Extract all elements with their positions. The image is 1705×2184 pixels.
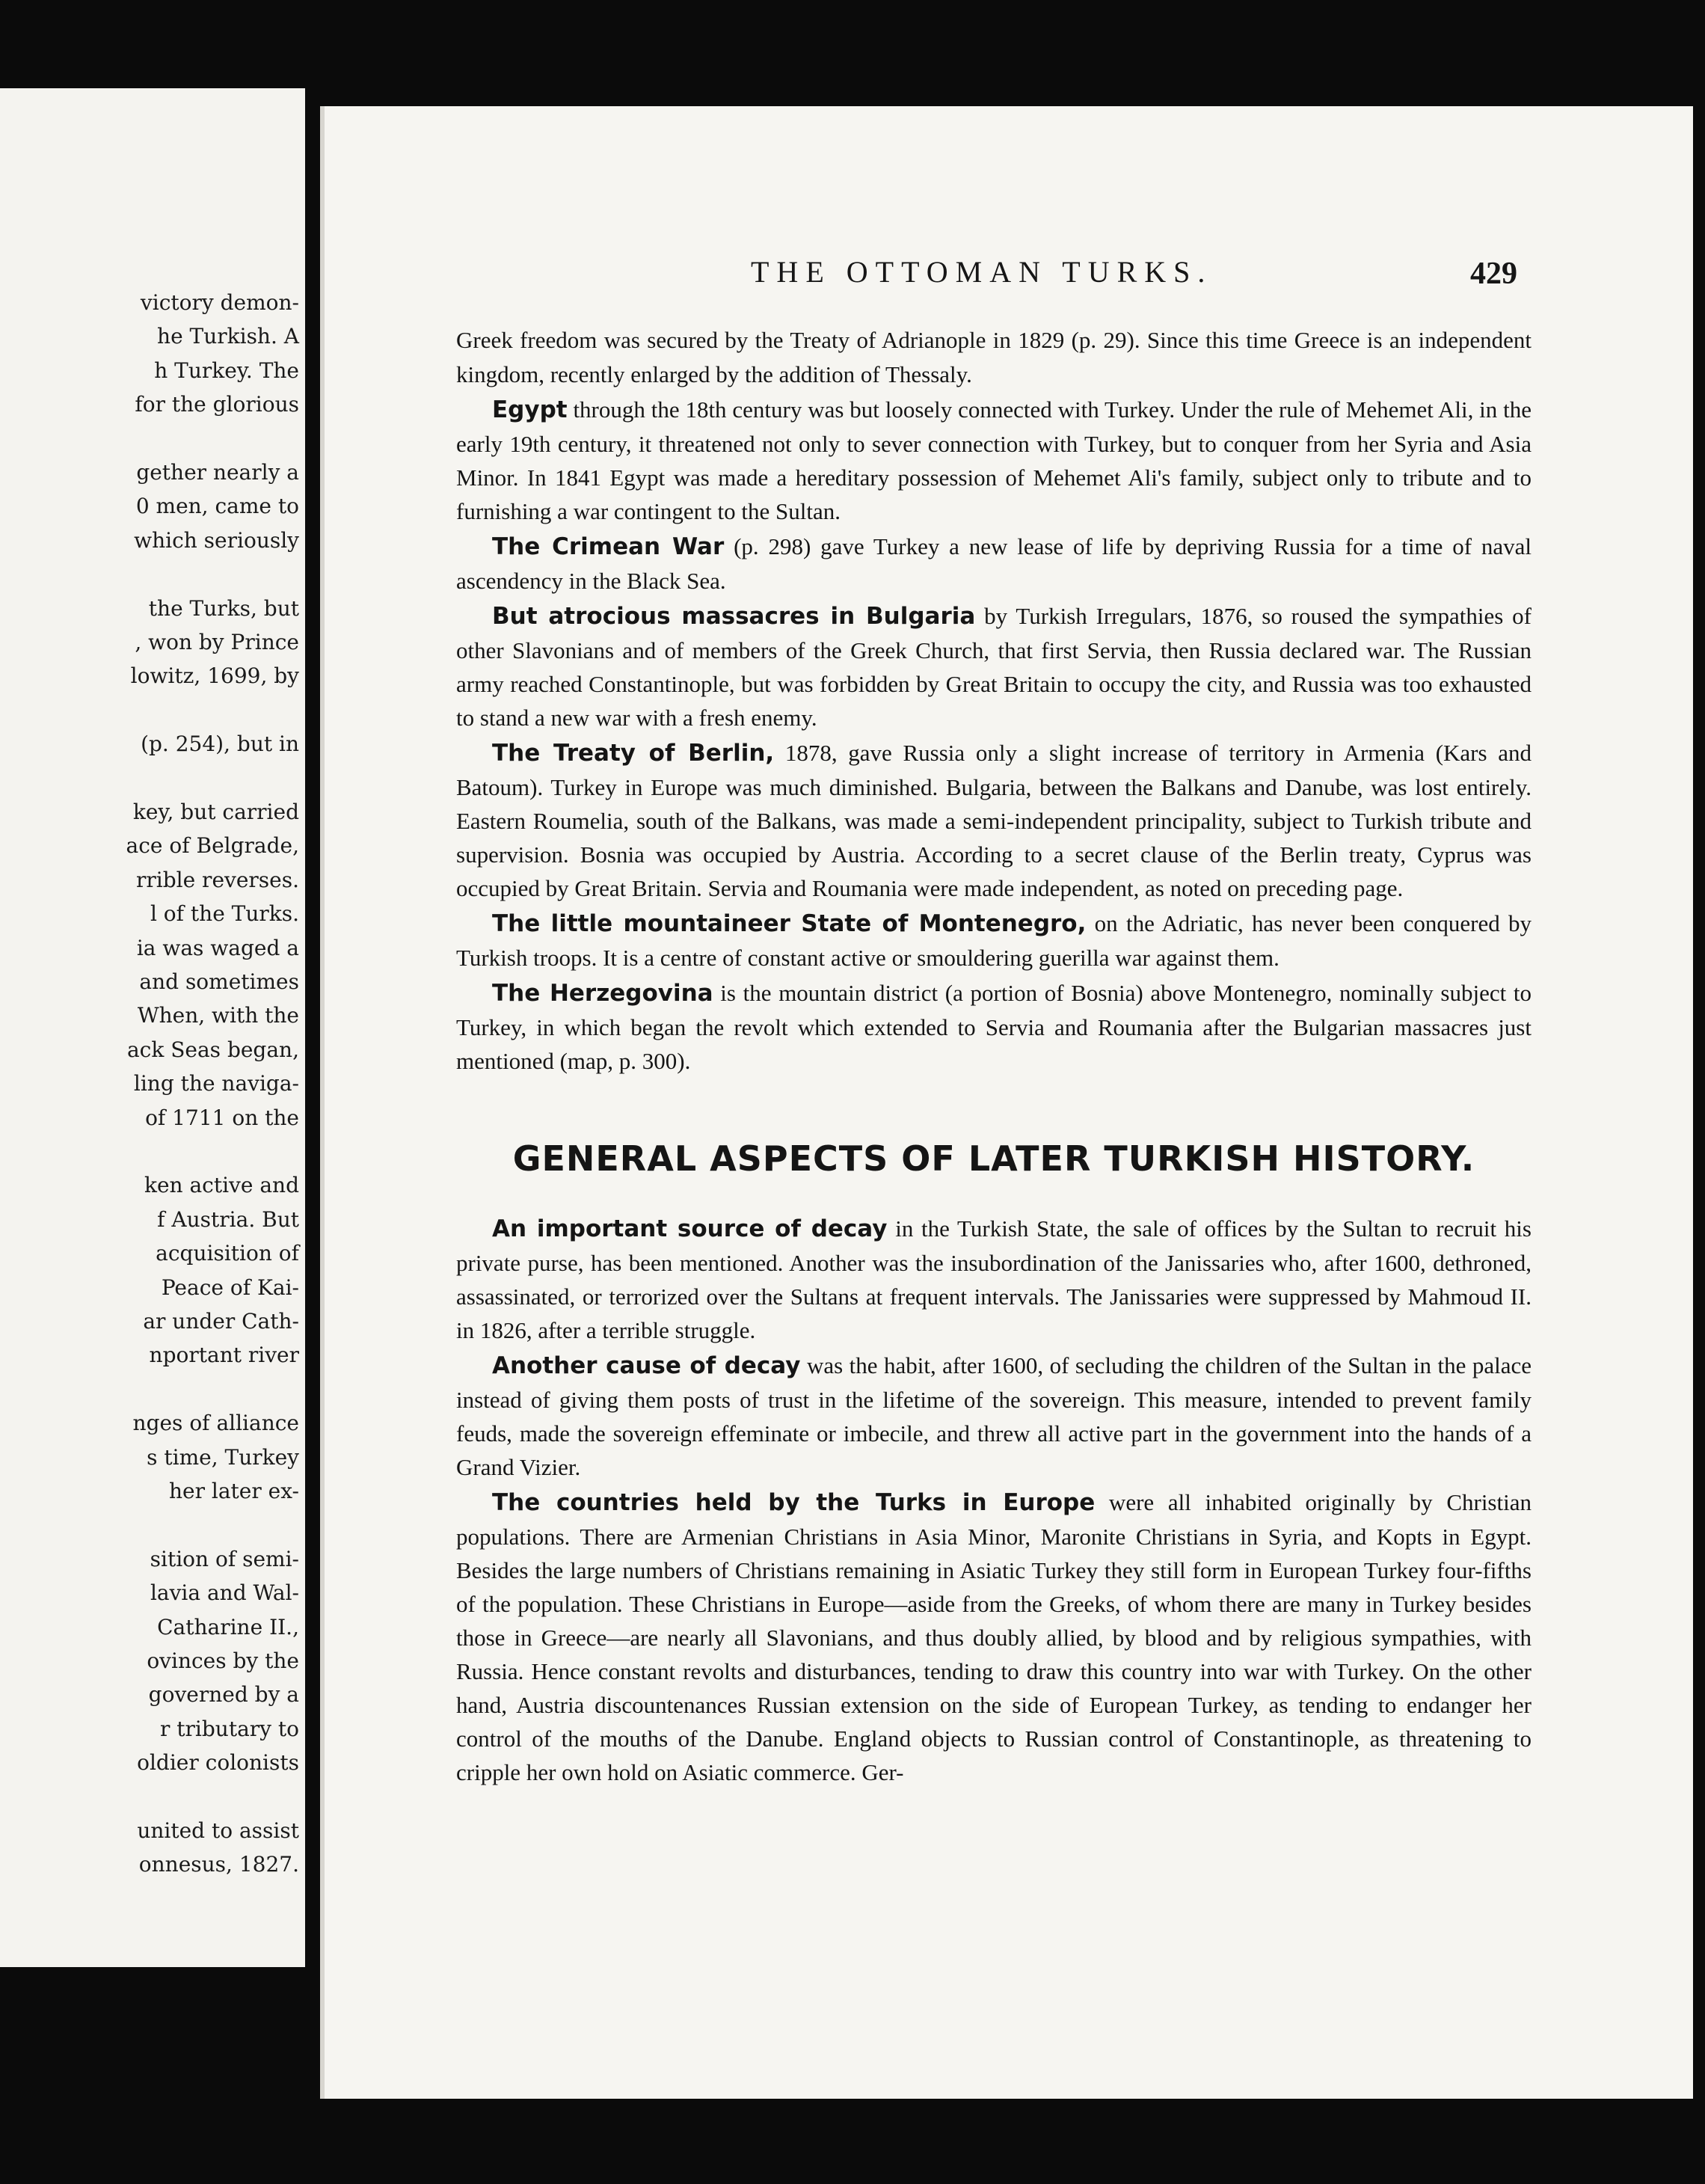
left-page-line: Peace of Kai- xyxy=(161,1274,299,1300)
left-page-line: ia was waged a xyxy=(136,935,299,960)
left-page-line: the Turks, but xyxy=(148,595,299,621)
paragraph-text: were all inhabited originally by Christian populations. There are Armenian Christians in Asia Minor, Maronite Christians in Syria, and Kopts in Egypt. Besides the large numbers of Christians remaining in Asiatic Turkey they still form in European Turkey four-fifths of the population. These Christians in Europe—aside from the Greeks, of whom there are many in Turkey besides those in Greece—are nearly all Slavonians, and thus doubly allied, by blood and by religious sympathies, with Russia. Hence constant revolts and disturbances, tending to draw this country into war with Turkey. On the other hand, Austria discountenances Russian extension on the side of European Turkey, as tending to endanger her control of the mouths of the Danube. England objects to Russian control of Constantinople, as threatening to cripple her own hold on Asiatic commerce. Ger- xyxy=(456,1489,1532,1785)
paragraph-text: by Turkish Irregulars, 1876, so roused the sympathies of other Slavonians and of members of the Greek Church, that first Servia, then Russia declared war. The Russian army reached Constantinople, but was forbidden by Great Britain to occupy the city, and Russia was too exhausted to stand a new war with a fresh enemy. xyxy=(456,603,1532,731)
left-page-line: and sometimes xyxy=(139,969,299,994)
left-page-line: united to assist xyxy=(137,1818,299,1843)
paragraph xyxy=(456,907,1532,975)
running-head: THE OTTOMAN TURKS. xyxy=(751,255,1213,289)
paragraph xyxy=(456,1349,1532,1484)
paragraph xyxy=(456,599,1532,734)
right-page xyxy=(320,106,1693,2099)
section-heading: GENERAL ASPECTS OF LATER TURKISH HISTORY. xyxy=(512,1138,1475,1179)
paragraph-lead: Another cause of decay xyxy=(492,1352,801,1379)
left-page-line: lavia and Wal- xyxy=(150,1580,299,1606)
left-page-line: (p. 254), but in xyxy=(141,731,299,757)
left-page-line: f Austria. But xyxy=(157,1206,299,1232)
paragraph-lead: The countries held by the Turks in Europe xyxy=(492,1489,1096,1516)
paragraph-text: is the mountain district (a portion of Bosnia) above Montenegro, nominally subject to Turkey, in which began the revolt which extended to Servia and Roumania after the Bulgarian massacres just mentioned (map, p. 300). xyxy=(456,980,1532,1074)
left-page-line: ken active and xyxy=(144,1173,299,1198)
left-page-line: victory demon- xyxy=(140,290,299,315)
paragraph-lead: But atrocious massacres in Bulgaria xyxy=(492,603,976,630)
left-page-line: 0 men, came to xyxy=(135,494,299,519)
left-page-line: Catharine II., xyxy=(157,1614,299,1639)
left-page-line: key, but carried xyxy=(132,800,299,824)
left-page-line: l of the Turks. xyxy=(150,901,299,927)
left-page-fragment xyxy=(0,88,305,1967)
paragraph-lead: The Herzegovina xyxy=(492,980,713,1007)
left-page-line: oldier colonists xyxy=(137,1750,299,1776)
left-page-line: which seriously xyxy=(134,527,299,553)
left-page-line: her later ex- xyxy=(169,1479,299,1503)
left-page-line: s time, Turkey xyxy=(147,1444,299,1470)
left-page-line: rrible reverses. xyxy=(135,867,299,892)
paragraph xyxy=(456,1212,1532,1347)
page-header xyxy=(325,254,1693,299)
left-page-line: onnesus, 1827. xyxy=(138,1852,299,1877)
left-page-line: ar under Cath- xyxy=(143,1309,299,1334)
paragraph-text: on the Adriatic, has never been conquered by Turkish troops. It is a centre of constant active or smouldering guerilla war against them. xyxy=(456,910,1532,971)
left-page-line: h Turkey. The xyxy=(154,358,299,383)
paragraph xyxy=(456,323,1532,391)
left-page-line: of 1711 on the xyxy=(145,1105,299,1130)
paragraph-text: in the Turkish State, the sale of offices by the Sultan to recruit his private purse, has been mentioned. Another was the insubordination of the Janissaries who, after 1600, dethroned, assassinated, or terrorized over the Sultans at frequent intervals. The Janissaries were suppressed by Mahmoud II. in 1826, after a terrible struggle. xyxy=(456,1215,1532,1343)
paragraph-lead: The Treaty of Berlin, xyxy=(492,740,775,767)
paragraph-lead: The Crimean War xyxy=(492,533,725,560)
page-number: 429 xyxy=(1470,257,1517,291)
page-body xyxy=(456,323,1532,1791)
paragraph-text: through the 18th century was but loosely connected with Turkey. Under the rule of Mehemet Ali, in the early 19th century, it threatened not only to sever connection with Turkey, but to conquer from her Syria and Asia Minor. In 1841 Egypt was made a hereditary possession of Mehemet Ali's family, subject only to tribute and to furnishing a war contingent to the Sultan. xyxy=(456,396,1532,524)
left-page-line: ack Seas began, xyxy=(126,1037,299,1062)
paragraph-text: Greek freedom was secured by the Treaty of Adrianople in 1829 (p. 29). Since this time Greece is an independent kingdom, recently enlarged by the addition of Thessaly. xyxy=(456,327,1532,387)
left-page-line: lowitz, 1699, by xyxy=(130,663,299,689)
left-page-line: ling the naviga- xyxy=(133,1071,299,1096)
left-page-line: gether nearly a xyxy=(136,460,299,485)
paragraph-text: 1878, gave Russia only a slight increase of territory in Armenia (Kars and Batoum). Turkey in Europe was much diminished. Bulgaria, between the Balkans and Danube, was lost entirely. Eastern Roumelia, south of the Balkans, was made a semi-independent principality, subject to Turkish tribute and supervision. Bosnia was occupied by Austria. According to a secret clause of the Berlin treaty, Cyprus was occupied by Great Britain. Servia and Roumania were made independent, as noted on preceding page. xyxy=(456,740,1532,901)
paragraph xyxy=(456,393,1532,528)
paragraph-lead: The little mountaineer State of Montenegro, xyxy=(492,910,1087,937)
left-page-line: nportant river xyxy=(149,1343,299,1368)
left-page-line: he Turkish. A xyxy=(157,324,299,349)
left-page-line: acquisition of xyxy=(156,1241,299,1266)
paragraph-text: (p. 298) gave Turkey a new lease of life by depriving Russia for a time of naval ascendency in the Black Sea. xyxy=(456,533,1532,594)
left-page-line: ace of Belgrade, xyxy=(126,833,299,859)
left-page-line: When, with the xyxy=(137,1003,299,1028)
left-page-line: , won by Prince xyxy=(135,630,299,654)
left-page-line: r tributary to xyxy=(160,1716,299,1741)
left-page-line: governed by a xyxy=(148,1682,299,1708)
paragraph-lead: An important source of decay xyxy=(492,1215,888,1242)
paragraph-lead: Egypt xyxy=(492,396,568,423)
left-page-line: for the glorious xyxy=(135,392,299,417)
left-page-line: sition of semi- xyxy=(150,1546,299,1571)
paragraph xyxy=(456,1485,1532,1789)
paragraph xyxy=(456,976,1532,1078)
paragraph xyxy=(456,530,1532,598)
left-page-line: ovinces by the xyxy=(147,1648,299,1673)
paragraph xyxy=(456,736,1532,905)
paragraph-text: was the habit, after 1600, of secluding the children of the Sultan in the palace instead of giving them posts of trust in the lifetime of the sovereign. This measure, intended to prevent family feuds, made the sovereign effeminate or imbecile, and threw all active part in the government into the hands of a Grand Vizier. xyxy=(456,1352,1532,1480)
left-page-line: nges of alliance xyxy=(132,1411,299,1436)
